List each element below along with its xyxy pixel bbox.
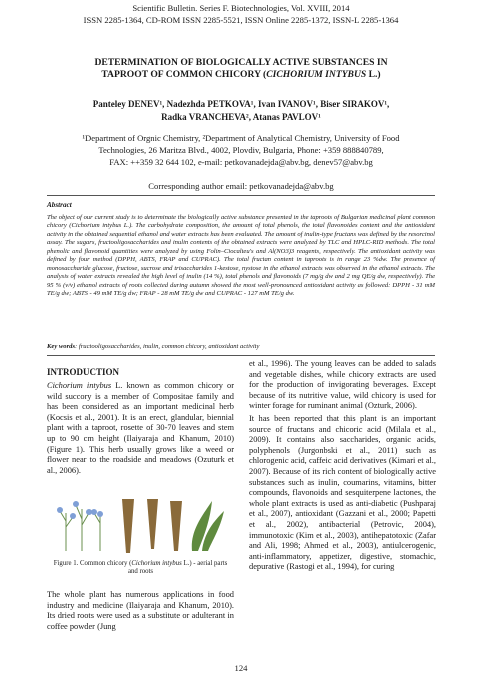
journal-header-line1: Scientific Bulletin. Series F. Biotechnologies, Vol. XVIII, 2014: [132, 3, 350, 13]
intro-paragraph-4: It has been reported that this plant is an important source of fructans and chicoric acid (Milala et al., 2009). It contains also saccharides, organic acids, polyphenols (Jurgonbski et al., 2011) such as chlorogenic acid, caffeic acid derivatives (Kimari et al., 2007). Because of its rich content of biologically active substances such as inulin, coumarins, vitamins, bitter compounds, flavonoids and sesquiterpene lactones, the whole plant extracts is used as anti-diabetic (Pushparaj et al., 2007), antioxidant (Gazzani et al., 2000; Papetti et al., 2002), antibacterial (Petrovic, 2004), immunotoxic (Kim et al., 2003), antihepatotoxic (Zafar and Ali, 1998; Ahmed et al., 2003), antiulcerogenic, anti-inflammatory, appetizer, digestive, stomachic, depurative (Rastogi et al., 1994), for curing: [249, 413, 436, 572]
figure-chicory-photo: [52, 491, 229, 558]
keywords-label: Key words: [47, 343, 76, 350]
abstract-text: The object of our current study is to determinate the biologically active substance presented in the taproots of Bulgarian medicinal plant common chicory (Cichorium intybus L.). The carbohydrate composition, the amount of total phenols, the total flavonoides content and the antioxidant activity in the obtained sequential ethanol and water extracts has been evaluated. The amount of inulin-type fructans was defined by the resorcinol assay. The sugars, fructooligosaccharides and inulin contents of the obtained extracts were analyzed by TLC and HPLC-RID methods. The total phenolic and flavonoid quantities were analyzed by using Folin–Ciocalteu's and Al(NO3)3 reagents, respectively. The antioxidant activity was defined by four method (DPPH, ABTS, FRAP and CUPRAC). The total fructan content in taproots is in range 23 %dw. The presence of monosaccharide glucose, fructose, sucrose and trisaccharides 1-kestose, nystose in the ethanol extracts was observed in the ethanol extracts. The analysis of water extracts revealed the high level of inulin (14 %), total phenols and flavonoids (7 mg/g dw and 2 mg QE/g dw, respectively). The 95 % (v/v) ethanol extracts of roots collected during autumn showed the most well-pronounced antioxidant activity as followed: DPPH - 31 mM TE/g dw; ABTS - 49 mM TE/g dw; FRAP - 28 mM TE/g dw and CUPRAC - 127 mM TE/g dw.: [47, 214, 435, 298]
affiliation: [40, 132, 442, 169]
keywords: [47, 343, 435, 350]
authors-line2: Radka VRANCHEVA², Atanas PAVLOV¹: [161, 111, 321, 122]
title-line1: DETERMINATION OF BIOLOGICALLY ACTIVE SUBSTANCES IN: [94, 57, 388, 68]
page-number: 124: [234, 663, 248, 673]
paper-title: [0, 57, 482, 81]
divider-bottom: [47, 355, 435, 356]
keywords-text: : fructooligosaccharides, inulin, common chicory, antioxidant activity: [75, 343, 260, 350]
title-line2: TAPROOT OF COMMON CHICORY (CICHORIUM INTYBUS L.): [101, 69, 381, 80]
corresponding-author: Corresponding author email: petkovanadejda@abv.bg: [148, 181, 334, 191]
journal-header-line2: ISSN 2285-1364, CD-ROM ISSN 2285-5521, ISSN Online 2285-1372, ISSN-L 2285-1364: [83, 15, 399, 25]
affiliation-line1: ¹Department of Orgnic Chemistry, ²Department of Analytical Chemistry, University of Food: [82, 133, 400, 143]
right-column: [249, 359, 436, 573]
affiliation-line3: FAX: ++359 32 644 102, e-mail: petkovanadejda@abv.bg, denev57@abv.bg: [109, 157, 373, 168]
intro-paragraph-3: et al., 1996). The young leaves can be added to salads and vegetable dishes, while chicory extracts are used for the production of invigorating beverages. Except because of its nutritive value, wild chicory is used for winter forage for ruminant animal (Ozturk, 2006).: [249, 359, 436, 411]
abstract-heading: Abstract: [47, 201, 72, 209]
intro-paragraph-1: Cichorium intybus L. known as common chicory or wild succory is a member of Compositae family and has been considered as an important medicinal herb (Kocsis et al., 2001). It is an erect, glandular, biennial plant with a taproot, rosette of 30-70 leaves and stem up to 90 cm height (Ilaiyaraja and Khanum, 2010) (Figure 1). This herb usually grows like a weed or flower near to the roadside and meadows (Ozuturk et al., 2006).: [47, 381, 234, 475]
authors-line1: Panteley DENEV¹, Nadezhda PETKOVA¹, Ivan IVANOV¹, Biser SIRAKOV¹,: [92, 99, 390, 109]
intro-heading: INTRODUCTION: [47, 367, 120, 377]
divider-top: [47, 195, 435, 196]
figure-caption: Figure 1. Common chicory (Cichorium intybus L.) - aerial parts and roots: [53, 560, 228, 575]
chicory-illustration: [52, 491, 229, 558]
author-list: [0, 98, 482, 123]
intro-paragraph-2: The whole plant has numerous applications in food industry and medicine (Ilaiyaraja and Khanum, 2010). Its dried roots were used as a substitute or adulterant in coffee powder (Jung: [47, 590, 234, 631]
affiliation-line2: Technologies, 26 Maritza Blvd., 4002, Plovdiv, Bulgaria, Phone: +359 888840789,: [98, 145, 384, 156]
